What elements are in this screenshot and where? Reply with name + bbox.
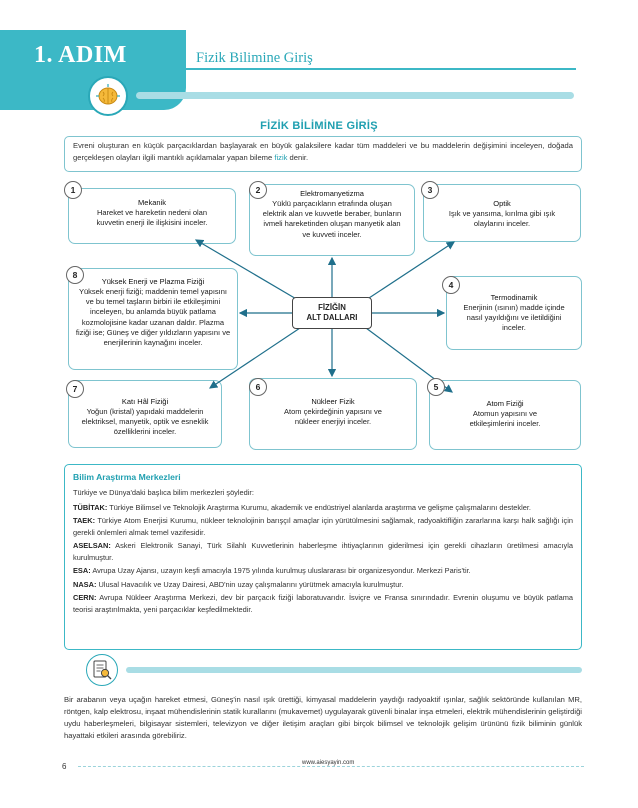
center-name: TÜBİTAK:	[73, 502, 108, 512]
branch-title: Nükleer Fizik	[311, 397, 355, 406]
center-desc: Avrupa Nükleer Araştırma Merkezi, dev bir parçacık fiziği laboratuvarıdır. İsviçre ve Fransa sınırındadır. Evrenin oluşumu ve büyük patlama teorisi araştırılmakta, yeni parçacıklar keşfedilmektedir.	[73, 593, 573, 614]
research-centers-title: Bilim Araştırma Merkezleri	[73, 472, 181, 482]
intro-text: Evreni oluşturan en küçük parçacıklardan başlayarak en büyük galaksilere kadar tüm maddeleri ve bu maddelerin değişimini inceleyen, doğada gerçekleşen olayları ilgili mantıklı açıklamalar yapan bileme	[73, 141, 573, 162]
center-desc: Türkiye Bilimsel ve Teknolojik Araştırma Kurumu, akademik ve endüstriyel alanlarda araştırma ve gelişme çalışmalarını destekler.	[109, 502, 531, 512]
branch-number: 7	[66, 380, 84, 398]
center-name: NASA:	[73, 579, 97, 589]
branch-number: 6	[249, 378, 267, 396]
branch-number: 3	[421, 181, 439, 199]
branch-number: 1	[64, 181, 82, 199]
branch-number: 5	[427, 378, 445, 396]
page-number: 6	[62, 762, 67, 771]
center-name: CERN:	[73, 593, 97, 603]
branch-number: 2	[249, 181, 267, 199]
center-desc: Türkiye Atom Enerjisi Kurumu, nükleer teknolojinin barışçıl amaçlar için yürütülmesini sağlamak, radyoaktifliğin zararlarına karşı halk sağlığı için gerekli önlemleri almak temel vazifesidir.	[73, 516, 573, 537]
branch-desc: Yoğun (kristal) yapıdaki maddelerin elektriksel, manyetik, optik ve esneklik özelliklerini inceler.	[81, 407, 209, 437]
branch-title: Yüksek Enerji ve Plazma Fiziği	[101, 277, 205, 286]
intro-highlight: fizik	[274, 152, 288, 162]
branch-number: 4	[442, 276, 460, 294]
branch-desc: Enerjinin (ısının) madde içinde nasıl yayıldığını ve iletildiğini inceler.	[463, 303, 565, 333]
footer-url: www.aiesyayin.com	[298, 760, 358, 766]
branch-title: Katı Hâl Fiziği	[121, 397, 169, 406]
center-name: ASELSAN:	[73, 541, 111, 551]
page-title: 1. ADIM	[34, 42, 127, 68]
center-line-1: FİZİĞİN	[318, 303, 346, 312]
branch-desc: Yüksek enerji fiziği; maddenin temel yapısını ve bu temel taşların birbiri ile etkileşimini inceleyen, bu anlamda büyük patlama kozmolojisine kadar uzanan daldır. Plazma fiziği ise; Güneş ve diğer yıldızların yapısını ve enerjilerinin kaynağını inceler.	[75, 287, 231, 347]
research-centers-intro: Türkiye ve Dünya'daki başlıca bilim merkezleri şöyledir:	[73, 488, 254, 498]
branch-desc: Atom çekirdeğinin yapısını ve nükleer enerjiyi inceler.	[284, 407, 382, 427]
branch-number: 8	[66, 266, 84, 284]
page-subtitle: Fizik Bilimine Giriş	[196, 50, 313, 66]
center-desc: Avrupa Uzay Ajansı, uzayın keşfi amacıyla 1975 yılında kurulmuş uluslararası bir organizesyondur. Merkezi Paris'tir.	[92, 566, 471, 576]
intro-suffix: denir.	[287, 152, 309, 162]
center-name: TAEK:	[73, 516, 96, 526]
branch-desc: Yüklü parçacıkların etrafında oluşan elektrik alan ve kuvvetle beraber, bunların ivmeli hareketinden oluşan manyetik alan ve kuvveti inceler.	[262, 199, 402, 239]
branch-desc: Atomun yapısını ve etkileşimlerini inceler.	[469, 409, 541, 429]
branch-title: Termodinamik	[490, 293, 538, 302]
branch-title: Mekanik	[138, 198, 166, 207]
arrow-3	[366, 242, 454, 300]
branch-desc: Hareket ve hareketin nedeni olan kuvvetin enerji ile ilişkisini inceler.	[96, 208, 208, 228]
daily-life-paragraph: Bir arabanın veya uçağın hareket etmesi, Güneş'in nasıl ışık ürettiği, kimyasal maddelerin yaydığı radyoaktif ışınlar, sağlık sektöründe kullanılan MR, röntgen, kalp elektrosu, inşaat mühendislerinin statik kurallarını (mukavemet) uygulayarak güvenli binalar inşa etmeleri, elektrik mühendislerinin geliştirdiği uydu haberleşmeleri, bilgisayar sistemleri, televizyon ve diğer iletişim araçları gibi birçok bilimsel ve teknolojik gelişim ürününü fizik biliminin günlük hayattaki etkileri arasında görebiliriz.	[64, 695, 582, 741]
branch-title: Atom Fiziği	[486, 399, 524, 408]
center-node	[292, 297, 372, 329]
center-line-2: ALT DALLARI	[306, 313, 358, 323]
branch-title: Elektromanyetizma	[300, 189, 364, 198]
arrow-1	[196, 240, 298, 300]
section-title: FİZİK BİLİMİNE GİRİŞ	[260, 120, 378, 132]
branch-desc: Işık ve yansıma, kırılma gibi ışık olaylarını inceler.	[448, 209, 556, 229]
center-desc: Ulusal Havacılık ve Uzay Dairesi, ABD'nin uzay çalışmalarını yürütmek amacıyla kurulmuştur.	[98, 579, 404, 589]
center-desc: Askeri Elektronik Sanayi, Türk Silahlı Kuvvetlerinin haberleşme ihtiyaçlarının giderilmesi için gerekli cihazların üretilmesi amacıyla kurulmuştur.	[73, 541, 573, 562]
center-name: ESA:	[73, 566, 91, 576]
branch-title: Optik	[493, 199, 511, 208]
